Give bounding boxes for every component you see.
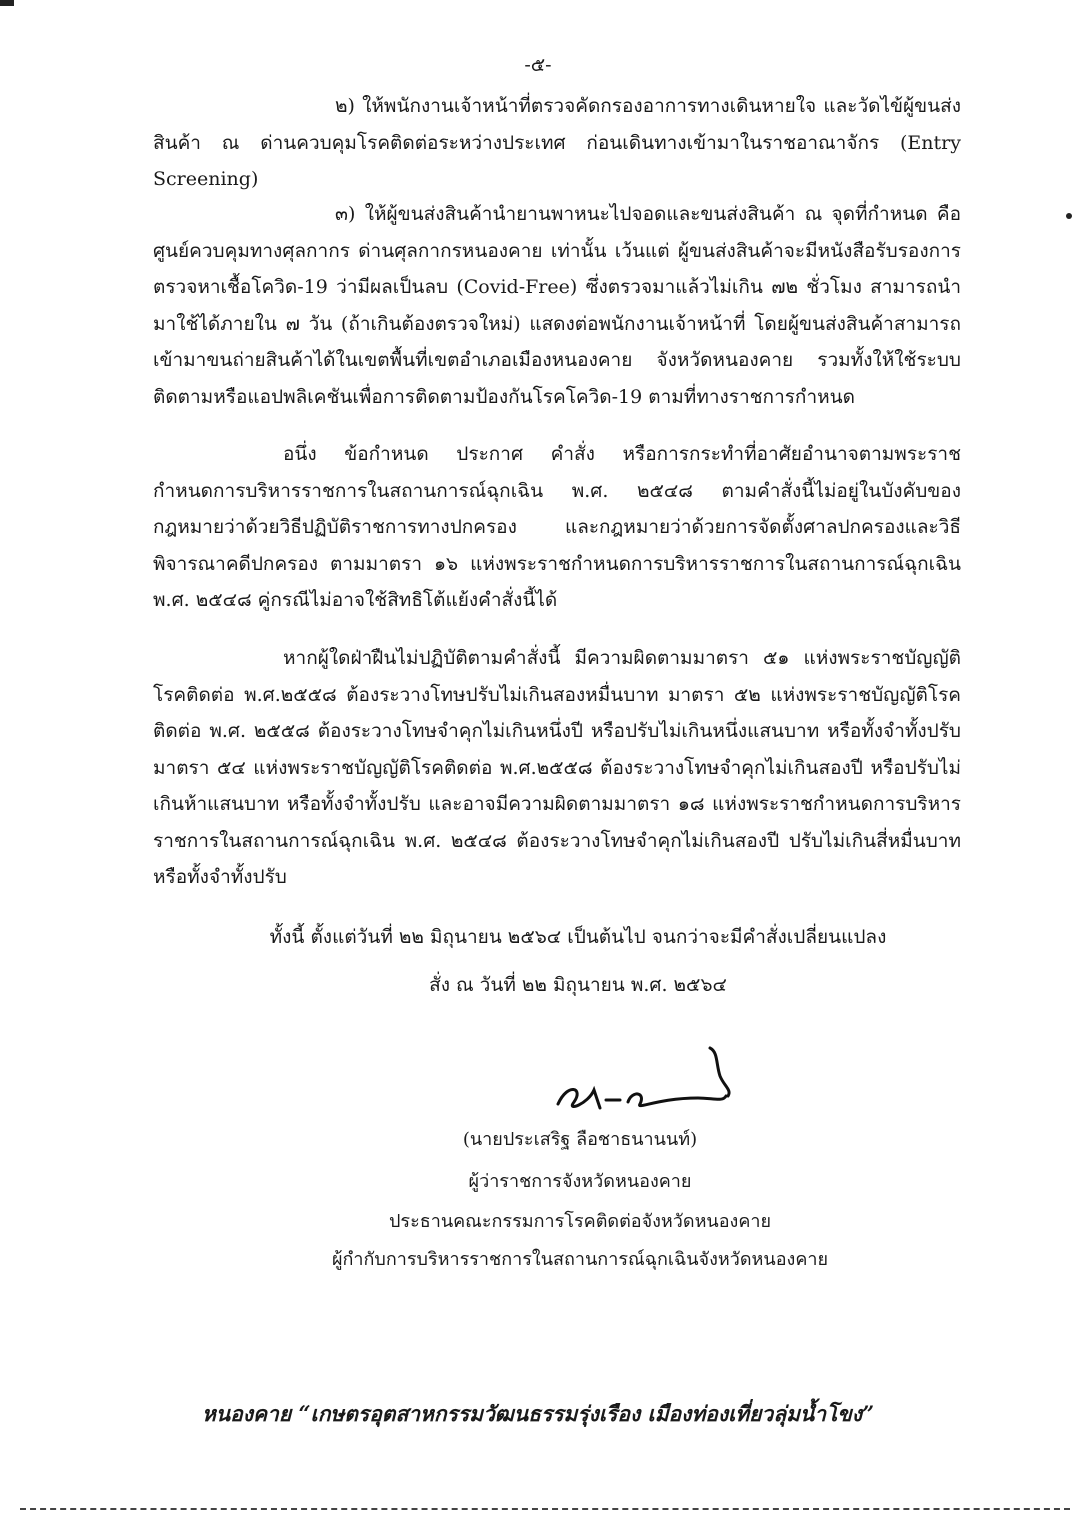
signatory-title-governor: ผู้ว่าราชการจังหวัดหนองคาย xyxy=(468,1171,692,1192)
page-number: -๕- xyxy=(524,54,552,76)
bottom-rule xyxy=(20,1508,1070,1510)
scan-dot-mark xyxy=(1066,213,1072,219)
province-motto: หนองคาย “เกษตรอุตสาหกรรมวัฒนธรรมรุ่งเรือง เมืองท่องเที่ยวลุ่มน้ำโขง” xyxy=(201,1401,875,1426)
signatory-title-emergency: ผู้กำกับการบริหารราชการในสถานการณ์ฉุกเฉินจังหวัดหนองคาย xyxy=(331,1249,829,1270)
paragraph-notice xyxy=(153,436,961,619)
paragraph-item-3 xyxy=(153,196,961,415)
signature-image xyxy=(548,1042,748,1122)
signatory-name: (นายประเสริฐ ลือชาธนานนท์) xyxy=(462,1129,698,1150)
paragraph-item-2 xyxy=(153,88,961,198)
scan-corner-mark xyxy=(0,0,14,6)
signatory-title-committee: ประธานคณะกรรมการโรคติดต่อจังหวัดหนองคาย xyxy=(388,1211,772,1232)
paragraph-item-3-text: ๓) ให้ผู้ขนส่งสินค้านำยานพาหนะไปจอดและขนส่งสินค้า ณ จุดที่กำหนด คือศูนย์ควบคุมทางศุลกากร ด่านศุลกากรหนองคาย เท่านั้น เว้นแต่ ผู้ขนส่งสินค้าจะมีหนังสือรับรองการตรวจหาเชื้อโควิด-19 ว่ามีผลเป็นลบ (Covid-Free) ซึ่งตรวจมาแล้วไม่เกิน ๗๒ ชั่วโมง สามารถนำมาใช้ได้ภายใน ๗ วัน (ถ้าเกินต้องตรวจใหม่) แสดงต่อพนักงานเจ้าหน้าที่ โดยผู้ขนส่งสินค้าสามารถเข้ามาขนถ่ายสินค้าได้ในเขตพื้นที่เขตอำเภอเมืองหนองคาย จังหวัดหนองคาย รวมทั้งให้ใช้ระบบติดตามหรือแอปพลิเคชันเพื่อการติดตามป้องกันโรคโควิด-19 ตามที่ทางราชการกำหนด xyxy=(153,203,961,408)
paragraph-item-2-text: ๒) ให้พนักงานเจ้าหน้าที่ตรวจคัดกรองอาการทางเดินหายใจ และวัดไข้ผู้ขนส่งสินค้า ณ ด่านควบคุมโรคติดต่อระหว่างประเทศ ก่อนเดินทางเข้ามาในราชอาณาจักร (Entry Screening) xyxy=(153,95,961,190)
paragraph-penalty-text: หากผู้ใดฝ่าฝืนไม่ปฏิบัติตามคำสั่งนี้ มีความผิดตามมาตรา ๕๑ แห่งพระราชบัญญัติโรคติดต่อ พ.ศ.๒๕๕๘ ต้องระวางโทษปรับไม่เกินสองหมื่นบาท มาตรา ๕๒ แห่งพระราชบัญญัติโรคติดต่อ พ.ศ. ๒๕๕๘ ต้องระวางโทษจำคุกไม่เกินหนึ่งปี หรือปรับไม่เกินหนึ่งแสนบาท หรือทั้งจำทั้งปรับ มาตรา ๕๔ แห่งพระราชบัญญัติโรคติดต่อ พ.ศ.๒๕๕๘ ต้องระวางโทษจำคุกไม่เกินสองปี หรือปรับไม่เกินห้าแสนบาท หรือทั้งจำทั้งปรับ และอาจมีความผิดตามมาตรา ๑๘ แห่งพระราชกำหนดการบริหารราชการในสถานการณ์ฉุกเฉิน พ.ศ. ๒๕๔๘ ต้องระวางโทษจำคุกไม่เกินสองปี ปรับไม่เกินสี่หมื่นบาท หรือทั้งจำทั้งปรับ xyxy=(153,647,961,888)
effective-date-line: ทั้งนี้ ตั้งแต่วันที่ ๒๒ มิถุนายน ๒๕๖๔ เป็นต้นไป จนกว่าจะมีคำสั่งเปลี่ยนแปลง xyxy=(269,926,887,948)
paragraph-notice-text: อนึ่ง ข้อกำหนด ประกาศ คำสั่ง หรือการกระทำที่อาศัยอำนาจตามพระราชกำหนดการบริหารราชการในสถานการณ์ฉุกเฉิน พ.ศ. ๒๕๔๘ ตามคำสั่งนี้ไม่อยู่ในบังคับของกฎหมายว่าด้วยวิธีปฏิบัติราชการทางปกครอง และกฎหมายว่าด้วยการจัดตั้งศาลปกครองและวิธีพิจารณาคดีปกครอง ตามมาตรา ๑๖ แห่งพระราชกำหนดการบริหารราชการในสถานการณ์ฉุกเฉิน พ.ศ. ๒๕๔๘ คู่กรณีไม่อาจใช้สิทธิโต้แย้งคำสั่งนี้ได้ xyxy=(153,443,961,611)
paragraph-penalty xyxy=(153,640,961,896)
ordered-date-line: สั่ง ณ วันที่ ๒๒ มิถุนายน พ.ศ. ๒๕๖๔ xyxy=(429,974,727,996)
